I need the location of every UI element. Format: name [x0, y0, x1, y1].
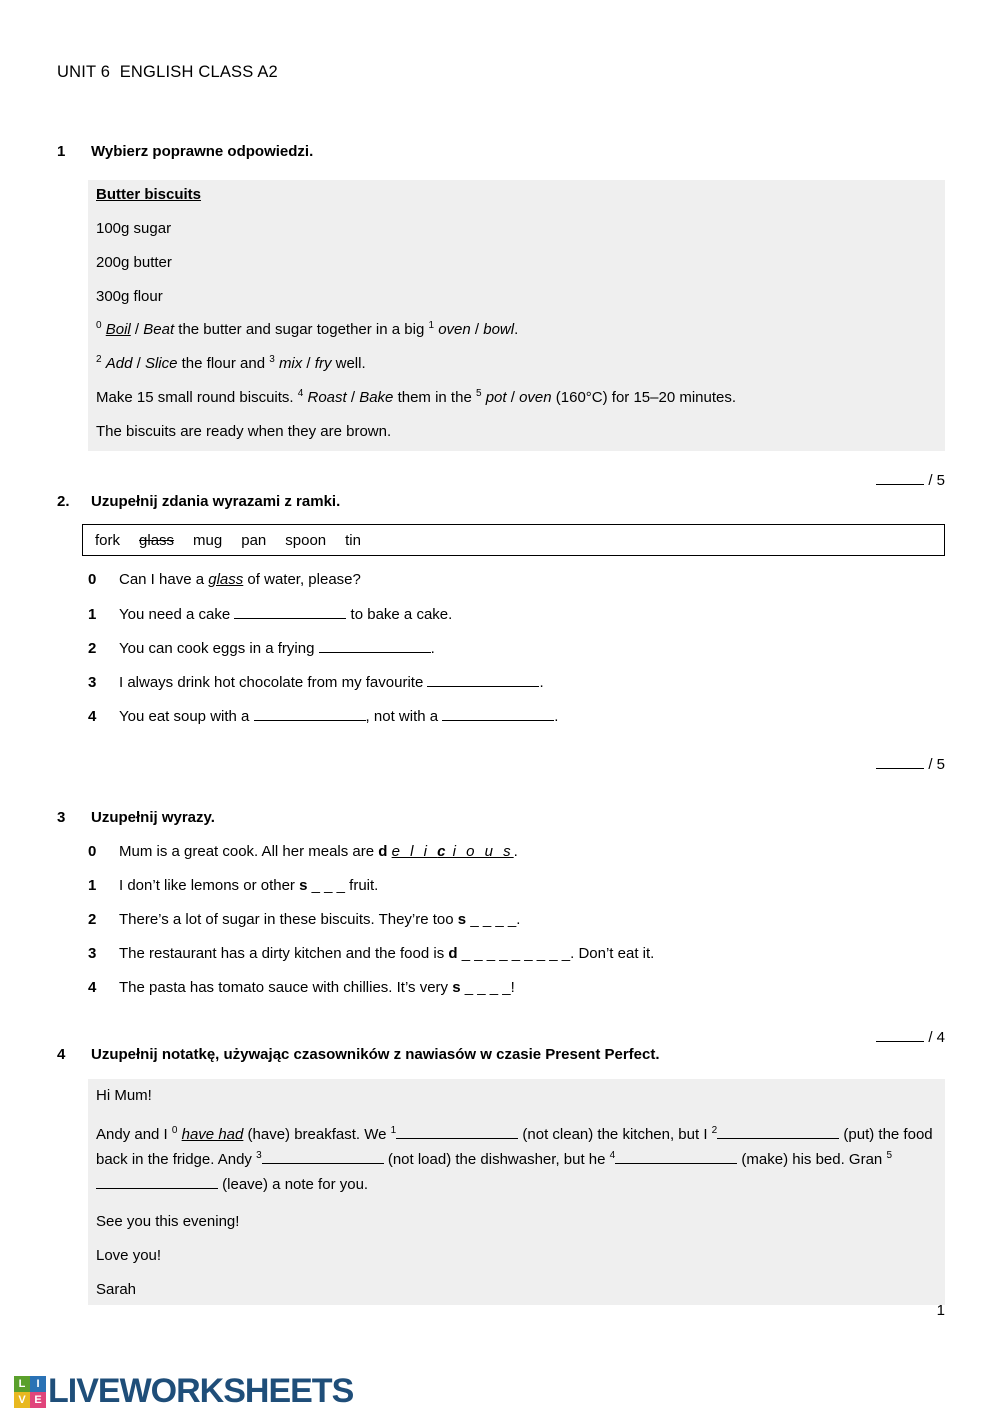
option-oven-2[interactable]: oven: [519, 389, 552, 406]
exercise-1-number: 1: [57, 143, 66, 160]
step-text: the butter and sugar together in a big: [174, 321, 429, 338]
item-text-after: to bake a cake.: [346, 606, 453, 623]
item-text-after: . Don’t eat it.: [570, 945, 655, 962]
step-marker-4: 4: [297, 388, 304, 399]
item-text-before: Mum is a great cook. All her meals are: [119, 843, 379, 860]
option-separator: /: [132, 355, 145, 372]
option-separator: /: [346, 389, 360, 406]
page-title: UNIT 6 ENGLISH CLASS A2: [57, 63, 278, 81]
step-end: (160°C) for 15–20 minutes.: [551, 389, 737, 406]
note-marker-5: 5: [886, 1150, 893, 1162]
logo-wordmark: LIVEWORKSHEETS: [48, 1372, 354, 1410]
item-first-letter: d: [448, 945, 458, 962]
item-first-letter: d: [378, 843, 388, 860]
item-text: [119, 639, 435, 657]
step-marker-2: 2: [96, 354, 102, 365]
exercise-3-score: [860, 1012, 945, 1063]
item-answer-glass: glass: [208, 571, 244, 588]
word-bank-item-fork[interactable]: fork: [95, 531, 121, 549]
item-text-before: There’s a lot of sugar in these biscuits. They’re too: [119, 911, 458, 928]
answer-blank[interactable]: [254, 707, 366, 721]
note-text: (put) the food back in the fridge. Andy: [96, 1126, 937, 1169]
recipe-title: Butter biscuits: [96, 186, 202, 203]
option-oven[interactable]: oven: [438, 321, 471, 338]
step-lead: Make 15 small round biscuits.: [96, 389, 298, 406]
word-bank-item-glass[interactable]: glass: [139, 531, 175, 549]
option-separator: /: [506, 389, 520, 406]
option-add[interactable]: Add: [105, 355, 133, 372]
step-marker-0: 0: [96, 320, 102, 331]
item-number: 3: [88, 674, 97, 691]
exercise-2-item-0: [88, 571, 361, 588]
word-bank: [82, 524, 945, 556]
answer-blank-letters[interactable]: _ _ _ _: [470, 911, 517, 928]
note-answer-blank[interactable]: [96, 1175, 218, 1189]
item-number: 3: [88, 945, 97, 962]
note-text: (not load) the dishwasher, but he: [383, 1151, 610, 1169]
score-blank[interactable]: [876, 756, 924, 769]
exercise-2-item-4: [88, 707, 558, 725]
item-text-before: You can cook eggs in a frying: [119, 640, 319, 657]
note-text: (not clean) the kitchen, but I: [518, 1126, 712, 1143]
item-number: 1: [88, 606, 97, 623]
item-first-letter: s: [457, 911, 467, 928]
word-bank-item-mug[interactable]: mug: [193, 531, 223, 549]
note-marker-2: 2: [711, 1125, 718, 1136]
option-bowl[interactable]: bowl: [483, 321, 515, 338]
exercise-2-number: 2.: [57, 493, 70, 510]
exercise-2-title: Uzupełnij zdania wyrazami z ramki.: [91, 493, 341, 510]
logo-tile-v: V: [14, 1392, 30, 1408]
ingredient-item: 200g butter: [96, 254, 172, 271]
item-text-before: You need a cake: [119, 606, 235, 623]
item-text: [119, 843, 518, 860]
ingredient-item: 300g flour: [96, 288, 163, 305]
exercise-2-score: [860, 739, 945, 790]
note-marker-3: 3: [256, 1150, 262, 1162]
note-marker-4: 4: [609, 1150, 616, 1162]
item-text-after: .: [513, 843, 518, 860]
answer-blank[interactable]: [234, 605, 346, 619]
note-body: [96, 1122, 936, 1198]
item-text-after: fruit.: [344, 877, 379, 894]
note-text: (have) breakfast. We: [243, 1126, 391, 1143]
option-mix[interactable]: mix: [278, 355, 303, 372]
item-text-before: I don’t like lemons or other: [119, 877, 300, 894]
exercise-2-heading: [57, 493, 340, 510]
item-text-before: The pasta has tomato sauce with chillies. It’s very: [119, 979, 453, 996]
note-marker-1: 1: [390, 1125, 397, 1136]
item-number: 2: [88, 640, 97, 657]
note-signoff-1: See you this evening!: [96, 1213, 240, 1230]
item-text-after: .: [554, 708, 559, 725]
step-marker-3: 3: [269, 354, 275, 365]
note-answer-blank[interactable]: [396, 1125, 518, 1139]
answer-blank-letters[interactable]: _ _ _ _: [464, 979, 511, 996]
option-boil[interactable]: Boil: [105, 321, 131, 338]
liveworksheets-logo[interactable]: [14, 1372, 353, 1411]
step-text: the flour and: [177, 355, 270, 372]
exercise-3-item-0: [88, 843, 518, 860]
item-number: 2: [88, 911, 97, 928]
note-answer-blank[interactable]: [615, 1150, 737, 1164]
note-example-answer: have had: [181, 1126, 244, 1143]
item-text-after: of water, please?: [243, 571, 361, 588]
answer-blank-letters[interactable]: _ _ _: [311, 877, 345, 894]
item-text-before: You eat soup with a: [119, 708, 254, 725]
item-number: 1: [88, 877, 97, 894]
score-max: / 4: [928, 1029, 945, 1046]
note-answer-blank[interactable]: [717, 1125, 839, 1139]
item-number: 0: [88, 843, 97, 860]
answer-blank[interactable]: [442, 707, 554, 721]
exercise-3-item-1: [88, 877, 378, 894]
exercise-2-item-3: [88, 673, 544, 691]
note-greeting: Hi Mum!: [96, 1087, 152, 1104]
step-marker-5: 5: [475, 388, 482, 399]
item-first-letter: s: [299, 877, 308, 894]
step-marker-1: 1: [428, 320, 435, 331]
item-text-before: The restaurant has a dirty kitchen and the food is: [119, 945, 449, 962]
logo-tile-l: L: [14, 1376, 30, 1392]
exercise-4-title: Uzupełnij notatkę, używając czasowników z nawiasów w czasie Present Perfect.: [91, 1046, 660, 1063]
option-bake[interactable]: Bake: [359, 389, 394, 406]
exercise-3-heading: [57, 809, 215, 826]
item-text-before: Can I have a: [119, 571, 209, 588]
note-text: (leave) a note for you.: [218, 1176, 369, 1194]
ingredient-item: 100g sugar: [96, 220, 172, 237]
item-answer-pre: e l i: [391, 843, 438, 860]
answer-blank-letters[interactable]: _ _ _ _ _ _ _ _ _: [461, 945, 571, 962]
step-end: well.: [331, 355, 366, 372]
answer-blank[interactable]: [427, 673, 539, 687]
option-separator: /: [470, 321, 484, 338]
score-blank[interactable]: [876, 1029, 924, 1042]
exercise-3-item-2: [88, 911, 520, 928]
exercise-3-item-3: [88, 945, 654, 962]
recipe-step-3: [96, 390, 736, 407]
exercise-4-heading: [57, 1046, 660, 1063]
page-number: 1: [936, 1302, 945, 1319]
word-bank-item-pan[interactable]: pan: [241, 531, 267, 549]
option-slice[interactable]: Slice: [144, 355, 178, 372]
option-separator: /: [302, 355, 315, 372]
exercise-3-item-4: [88, 979, 515, 996]
note-text: Andy and I: [96, 1126, 172, 1143]
exercise-1-score: [860, 455, 945, 506]
item-answer-bold-letter: c: [437, 843, 446, 860]
item-number: 4: [88, 979, 97, 996]
note-marker-0: 0: [171, 1125, 178, 1136]
item-text: [119, 945, 654, 962]
recipe-closing: The biscuits are ready when they are brown.: [96, 423, 392, 440]
option-pot[interactable]: pot: [485, 389, 507, 406]
item-number: 0: [88, 571, 97, 588]
item-text-after: .: [539, 674, 544, 691]
item-answer-post: i o u s: [445, 843, 514, 860]
exercise-3-number: 3: [57, 809, 66, 826]
item-text-after: !: [510, 979, 515, 996]
item-number: 4: [88, 708, 97, 725]
item-text: [119, 673, 544, 691]
answer-blank[interactable]: [319, 639, 431, 653]
item-first-letter: s: [452, 979, 461, 996]
item-text: [119, 571, 361, 588]
score-max: / 5: [928, 472, 945, 489]
exercise-2-item-2: [88, 639, 435, 657]
recipe-step-2: [96, 356, 366, 373]
item-text: [119, 911, 520, 928]
exercise-1-title: Wybierz poprawne odpowiedzi.: [91, 143, 314, 160]
option-beat[interactable]: Beat: [143, 321, 175, 338]
note-signature: Sarah: [96, 1281, 137, 1298]
item-text-mid: , not with a: [365, 708, 443, 725]
word-bank-item-spoon[interactable]: spoon: [285, 531, 327, 549]
word-bank-item-tin[interactable]: tin: [345, 531, 361, 549]
item-text: [119, 877, 378, 894]
step-end: .: [514, 321, 519, 338]
item-text: [119, 605, 452, 623]
recipe-box: [88, 180, 945, 451]
logo-tiles-icon: [14, 1376, 46, 1408]
exercise-3-title: Uzupełnij wyrazy.: [91, 809, 215, 826]
note-signoff-2: Love you!: [96, 1247, 162, 1264]
logo-tile-i: I: [30, 1376, 46, 1392]
item-text: [119, 707, 558, 725]
exercise-1-heading: [57, 143, 313, 160]
note-box: [88, 1079, 945, 1305]
option-separator: /: [130, 321, 144, 338]
item-text: [119, 979, 515, 996]
exercise-2-item-1: [88, 605, 452, 623]
option-fry[interactable]: fry: [314, 355, 332, 372]
item-text-after: .: [516, 911, 521, 928]
option-roast[interactable]: Roast: [307, 389, 347, 406]
step-text: them in the: [393, 389, 476, 406]
score-max: / 5: [928, 756, 945, 773]
logo-tile-e: E: [30, 1392, 46, 1408]
recipe-step-1: [96, 322, 518, 339]
note-text: (make) his bed. Gran: [741, 1151, 887, 1169]
exercise-4-number: 4: [57, 1046, 66, 1063]
item-text-before: I always drink hot chocolate from my favourite: [119, 674, 428, 691]
note-answer-blank[interactable]: [262, 1150, 384, 1164]
score-blank[interactable]: [876, 472, 924, 485]
item-text-after: .: [430, 640, 435, 657]
